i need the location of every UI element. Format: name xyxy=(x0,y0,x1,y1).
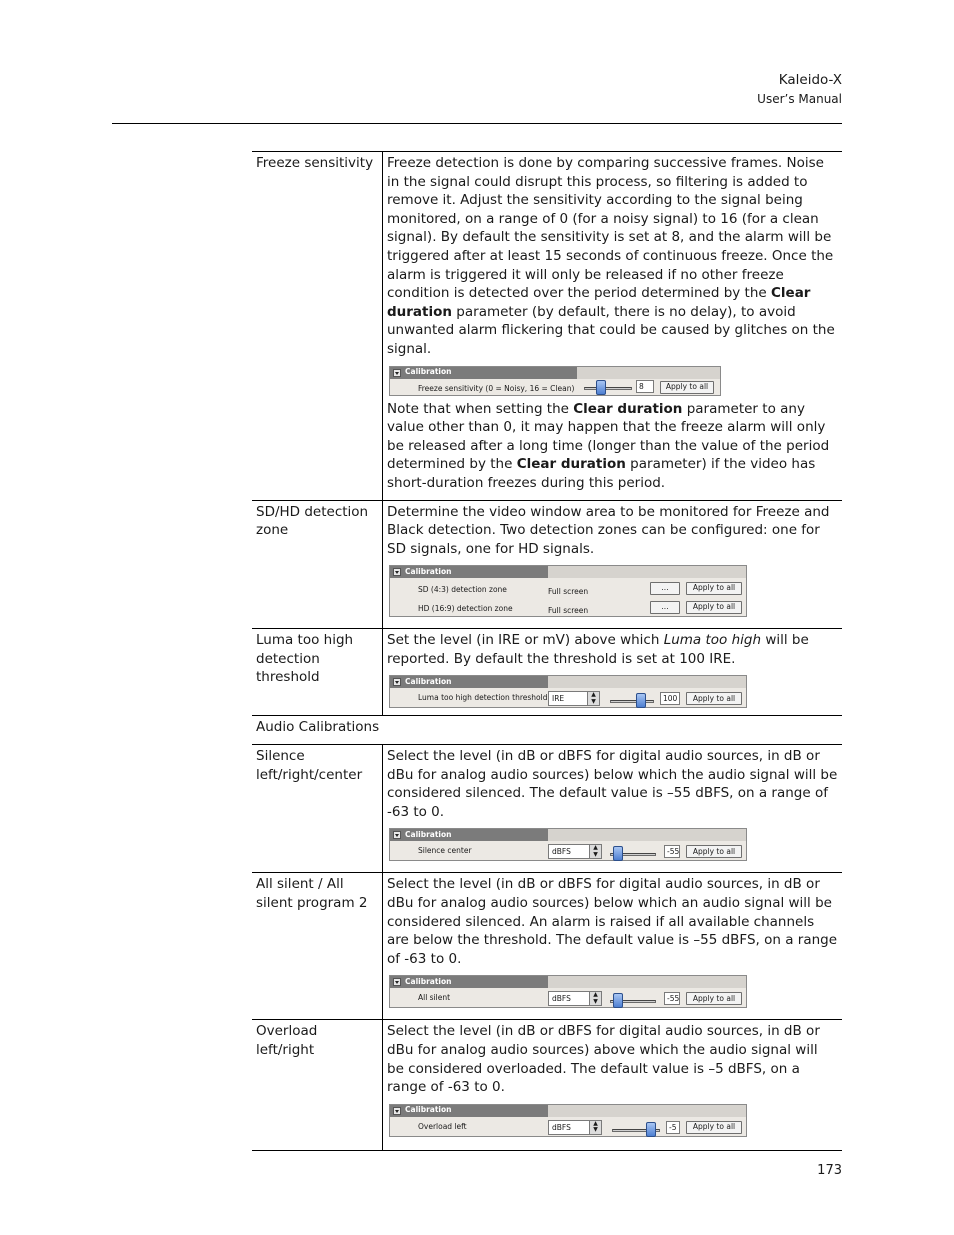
slider-thumb[interactable] xyxy=(613,846,623,861)
apply-to-all-button[interactable]: Apply to all xyxy=(686,692,742,705)
calibration-header[interactable]: Calibration xyxy=(390,1105,548,1117)
threshold-slider[interactable] xyxy=(610,693,654,705)
field-label: Silence center xyxy=(418,846,472,856)
sd-apply-to-all-button[interactable]: Apply to all xyxy=(686,582,742,595)
hd-apply-to-all-button[interactable]: Apply to all xyxy=(686,601,742,614)
calibration-widget xyxy=(389,828,747,861)
collapse-icon[interactable] xyxy=(393,678,401,686)
description-paragraph: Select the level (in dB or dBFS for digital audio sources, in dB or dBu for analog audio sources) below which an audio signal will be considered silenced. An alarm is raised if all available channels are below the threshold. The default value is –55 dBFS, on a range of -63 to 0. xyxy=(387,876,838,967)
param-description xyxy=(383,152,843,501)
field-label: SD (4:3) detection zone xyxy=(418,585,507,595)
field-label: Overload left xyxy=(418,1121,467,1131)
description-paragraph: Freeze detection is done by comparing successive frames. Noise in the signal could disrupt this process, so filtering is added to remove it. Adjust the sensitivity according to the signal being monitored, on a range of 0 (for a noisy signal) to 16 (for a clean signal). By default the sensitivity is set at 8, and the alarm will be triggered after at least 15 seconds of continuous freeze. Once the alarm is triggered it will only be released if no other freeze condition is detected over the period determined by the Clear duration parameter (by default, there is no delay), to avoid unwanted alarm flickering that could be caused by glitches on the signal. xyxy=(387,155,835,357)
sd-browse-button[interactable]: ... xyxy=(650,582,680,595)
apply-to-all-button[interactable]: Apply to all xyxy=(660,381,714,394)
description-paragraph: Set the level (in IRE or mV) above which Luma too high will be reported. By default the threshold is set at 100 IRE. xyxy=(387,632,809,667)
level-slider[interactable] xyxy=(612,1122,660,1134)
param-name: Overload left/right xyxy=(256,1023,318,1058)
level-value-field[interactable]: -55 xyxy=(664,845,680,858)
unit-select[interactable]: IRE ▲ ▼ xyxy=(548,691,600,706)
section-heading: Audio Calibrations xyxy=(256,719,380,736)
table-row xyxy=(252,152,842,501)
calibration-header[interactable]: Calibration xyxy=(390,676,548,688)
header-subtitle: User’s Manual xyxy=(757,92,842,106)
calibration-header[interactable]: Calibration xyxy=(390,367,577,379)
sensitivity-value-field[interactable]: 8 xyxy=(636,380,654,393)
parameters-table xyxy=(252,151,842,1151)
spinner-arrows-icon[interactable]: ▲ ▼ xyxy=(587,692,599,705)
level-slider[interactable] xyxy=(610,846,656,858)
description-paragraph: Determine the video window area to be monitored for Freeze and Black detection. Two detection zones can be configured: one for SD signals, one for HD signals. xyxy=(387,503,830,557)
param-description xyxy=(383,745,843,873)
calibration-widget xyxy=(389,675,747,708)
calibration-header[interactable]: Calibration xyxy=(390,829,548,841)
header-rule xyxy=(112,123,842,124)
sensitivity-slider[interactable] xyxy=(584,380,632,392)
field-label: HD (16:9) detection zone xyxy=(418,604,513,614)
calibration-widget xyxy=(389,565,747,617)
param-description xyxy=(383,629,843,716)
unit-select[interactable]: dBFS ▲ ▼ xyxy=(548,991,602,1006)
field-label: Freeze sensitivity (0 = Noisy, 16 = Clean) xyxy=(418,383,575,393)
field-label: All silent xyxy=(418,993,451,1003)
description-paragraph: Select the level (in dB or dBFS for digital audio sources, in dB or dBu for analog audio sources) above which the audio signal will be considered overloaded. The default value is –5 dBFS, on a range of -63 to 0. xyxy=(387,1023,820,1096)
spinner-arrows-icon[interactable]: ▲ ▼ xyxy=(589,1121,601,1134)
hd-browse-button[interactable]: ... xyxy=(650,601,680,614)
calibration-header[interactable]: Calibration xyxy=(390,976,548,988)
slider-thumb[interactable] xyxy=(646,1122,656,1137)
page-number: 173 xyxy=(817,1163,842,1178)
apply-to-all-button[interactable]: Apply to all xyxy=(686,992,742,1005)
collapse-icon[interactable] xyxy=(393,369,401,377)
apply-to-all-button[interactable]: Apply to all xyxy=(686,845,742,858)
unit-select[interactable]: dBFS ▲ ▼ xyxy=(548,1120,602,1135)
calibration-widget xyxy=(389,975,747,1008)
collapse-icon[interactable] xyxy=(393,568,401,576)
slider-thumb[interactable] xyxy=(596,380,606,395)
sd-zone-value: Full screen xyxy=(548,587,589,597)
threshold-value-field[interactable]: 100 xyxy=(660,692,680,705)
table-row xyxy=(252,629,842,716)
param-name: All silent / All silent program 2 xyxy=(256,876,368,912)
header-title: Kaleido-X xyxy=(778,72,842,88)
hd-zone-value: Full screen xyxy=(548,606,589,616)
collapse-icon[interactable] xyxy=(393,1107,401,1115)
param-name: Freeze sensitivity xyxy=(256,155,374,171)
table-row xyxy=(252,716,842,745)
unit-select[interactable]: dBFS ▲ ▼ xyxy=(548,844,602,859)
table-row xyxy=(252,745,842,873)
param-name: Luma too high detection threshold xyxy=(256,632,354,686)
table-row xyxy=(252,500,842,629)
level-slider[interactable] xyxy=(610,993,656,1005)
calibration-widget xyxy=(389,366,721,396)
param-description xyxy=(383,1020,843,1150)
table-row xyxy=(252,1020,842,1150)
slider-thumb[interactable] xyxy=(636,693,646,708)
level-value-field[interactable]: -55 xyxy=(664,992,680,1005)
description-paragraph: Select the level (in dB or dBFS for digital audio sources, in dB or dBu for analog audio sources) below which the audio signal will be considered silenced. The default value is –55 dBFS, on a range of -63 to 0. xyxy=(387,748,838,820)
table-row xyxy=(252,873,842,1020)
collapse-icon[interactable] xyxy=(393,978,401,986)
description-paragraph: Note that when setting the Clear duration parameter to any value other than 0, it may happen that the freeze alarm will only be released after a long time (longer than the value of the period determined by the Clear duration parameter) if the video has short-duration freezes during this period. xyxy=(387,400,830,491)
param-name: SD/HD detection zone xyxy=(256,503,369,539)
spinner-arrows-icon[interactable]: ▲ ▼ xyxy=(589,992,601,1005)
apply-to-all-button[interactable]: Apply to all xyxy=(686,1121,742,1134)
slider-thumb[interactable] xyxy=(613,993,623,1008)
level-value-field[interactable]: -5 xyxy=(666,1121,680,1134)
field-label: Luma too high detection threshold xyxy=(418,693,548,703)
calibration-widget xyxy=(389,1104,747,1137)
param-description xyxy=(383,873,843,1020)
calibration-header[interactable]: Calibration xyxy=(390,566,548,578)
param-name: Silence left/right/center xyxy=(256,748,363,783)
collapse-icon[interactable] xyxy=(393,831,401,839)
spinner-arrows-icon[interactable]: ▲ ▼ xyxy=(589,845,601,858)
param-description xyxy=(383,500,843,629)
